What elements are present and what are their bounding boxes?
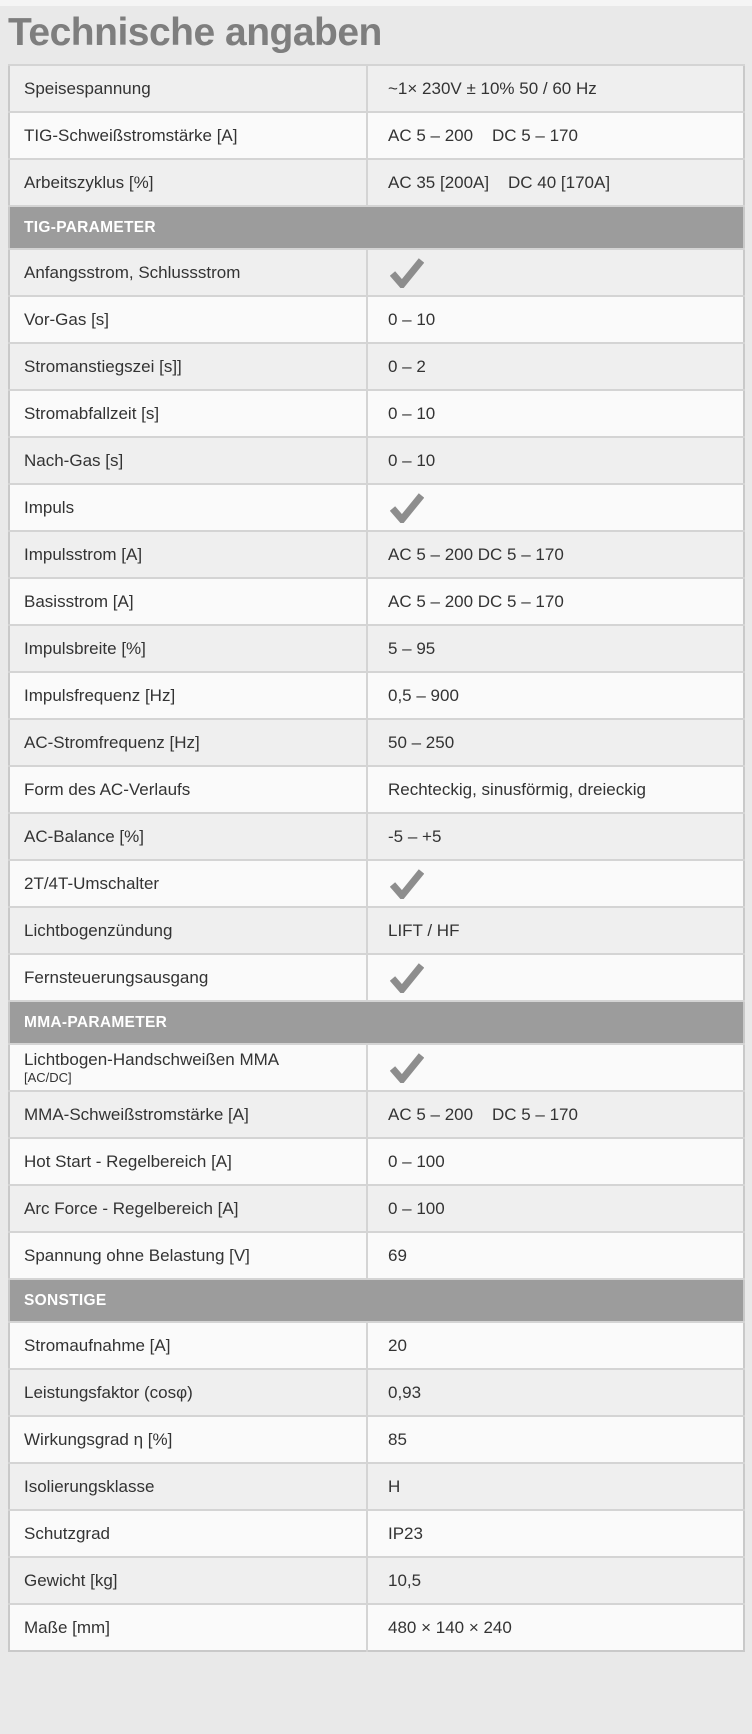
table-row [9,531,744,578]
spec-value-cell [367,954,744,1001]
spec-value-cell [367,1044,744,1091]
spec-label: Impulsfrequenz [Hz] [24,685,176,705]
spec-value-cell [367,1091,744,1138]
table-row [9,112,744,159]
table-row [9,1369,744,1416]
spec-label-cell [9,159,367,206]
spec-value: 20 [388,1335,407,1355]
table-row [9,1232,744,1279]
table-row [9,437,744,484]
spec-value: 5 – 95 [388,638,436,658]
table-row [9,672,744,719]
spec-value: 0,93 [388,1382,422,1402]
spec-value-cell [367,907,744,954]
section-header-row [9,1279,744,1322]
spec-value-cell [367,437,744,484]
spec-value: 10,5 [388,1570,422,1590]
check-icon [390,963,424,993]
specs-page [0,10,752,1662]
spec-value-cell [367,766,744,813]
spec-value-cell [367,112,744,159]
table-row [9,65,744,112]
table-row [9,1091,744,1138]
spec-value-cell [367,484,744,531]
spec-value: -5 – +5 [388,826,442,846]
spec-label: Isolierungsklasse [24,1476,155,1496]
spec-label: 2T/4T-Umschalter [24,873,160,893]
page-title: Technische angaben [8,11,382,54]
section-title: SONSTIGE [24,1291,107,1309]
spec-value: AC 35 [200A] DC 40 [170A] [388,172,611,192]
spec-value: LIFT / HF [388,920,460,940]
table-row [9,1185,744,1232]
spec-label-cell [9,343,367,390]
spec-value-cell [367,672,744,719]
spec-value-cell [367,65,744,112]
spec-value: 69 [388,1245,407,1265]
spec-label: Stromanstiegszei [s]] [24,356,182,376]
spec-value: 0 – 100 [388,1198,445,1218]
spec-label: Stromaufnahme [A] [24,1335,171,1355]
spec-label: Hot Start - Regelbereich [A] [24,1151,232,1171]
spec-label-cell [9,390,367,437]
spec-label-cell [9,249,367,296]
spec-label-cell [9,1138,367,1185]
spec-value-cell [367,159,744,206]
specs-table [8,64,745,1652]
spec-label: Leistungsfaktor (cosφ) [24,1382,193,1402]
spec-label-sub: [AC/DC] [24,1070,72,1085]
table-row [9,625,744,672]
table-row [9,296,744,343]
spec-label: AC-Balance [%] [24,826,144,846]
spec-value-cell [367,860,744,907]
spec-label: AC-Stromfrequenz [Hz] [24,732,200,752]
spec-value: 0 – 2 [388,356,426,376]
spec-value-cell [367,1322,744,1369]
table-row [9,860,744,907]
spec-value: H [388,1476,401,1496]
spec-label-cell [9,578,367,625]
spec-label: Stromabfallzeit [s] [24,403,160,423]
spec-label-cell [9,1185,367,1232]
spec-value: AC 5 – 200 DC 5 – 170 [388,591,564,611]
section-title: TIG-PARAMETER [24,218,156,236]
spec-value: 0 – 10 [388,309,436,329]
table-row [9,813,744,860]
table-row [9,1604,744,1651]
spec-value-cell [367,1604,744,1651]
spec-value: 85 [388,1429,407,1449]
spec-label: Impulsbreite [%] [24,638,146,658]
table-row [9,1557,744,1604]
page-top-strip [0,0,752,6]
spec-label-cell [9,1044,367,1091]
spec-value-cell [367,1185,744,1232]
table-row [9,578,744,625]
spec-label: Lichtbogenzündung [24,920,173,940]
spec-label-cell [9,65,367,112]
spec-label-cell [9,1604,367,1651]
spec-label: TIG-Schweißstromstärke [A] [24,125,238,145]
check-icon [390,493,424,523]
spec-label: MMA-Schweißstromstärke [A] [24,1104,249,1124]
table-row [9,343,744,390]
table-row [9,719,744,766]
table-row [9,390,744,437]
spec-value-cell [367,249,744,296]
spec-value-cell [367,1369,744,1416]
spec-label-cell [9,1232,367,1279]
spec-label-cell [9,1557,367,1604]
spec-label: Arc Force - Regelbereich [A] [24,1198,239,1218]
section-header-row [9,206,744,249]
spec-value-cell [367,390,744,437]
spec-label: Nach-Gas [s] [24,450,124,470]
spec-label: Form des AC-Verlaufs [24,779,191,799]
table-row [9,1416,744,1463]
section-header-row [9,1001,744,1044]
spec-value: 480 × 140 × 240 [388,1617,512,1637]
spec-label-cell [9,954,367,1001]
spec-label: Vor-Gas [s] [24,309,110,329]
spec-value-cell [367,813,744,860]
spec-label-cell [9,531,367,578]
spec-label: Lichtbogen-Handschweißen MMA [24,1050,280,1069]
spec-label-cell [9,719,367,766]
spec-value-cell [367,1557,744,1604]
spec-value-cell [367,578,744,625]
table-row [9,766,744,813]
spec-value-cell [367,1416,744,1463]
spec-label: Fernsteuerungsausgang [24,967,209,987]
spec-label-cell [9,1091,367,1138]
spec-label-cell [9,1322,367,1369]
spec-value-cell [367,1138,744,1185]
spec-table-body [9,65,744,1651]
spec-value-cell [367,531,744,578]
spec-value: 0 – 10 [388,450,436,470]
spec-value-cell [367,1232,744,1279]
spec-label: Wirkungsgrad η [%] [24,1429,173,1449]
spec-label: Spannung ohne Belastung [V] [24,1245,250,1265]
spec-label-cell [9,1369,367,1416]
spec-label-cell [9,813,367,860]
spec-value-cell [367,296,744,343]
spec-label-cell [9,625,367,672]
spec-label-cell [9,1463,367,1510]
spec-label-cell [9,296,367,343]
spec-label-cell [9,484,367,531]
table-row [9,954,744,1001]
table-row [9,1510,744,1557]
spec-label: Arbeitszyklus [%] [24,172,154,192]
spec-value-cell [367,343,744,390]
spec-label-cell [9,860,367,907]
table-row [9,249,744,296]
spec-label-cell [9,672,367,719]
spec-value-cell [367,1510,744,1557]
table-row [9,1463,744,1510]
check-icon [390,258,424,288]
spec-label: Speisespannung [24,78,151,98]
spec-label-cell [9,1416,367,1463]
spec-label: Impuls [24,497,75,517]
spec-value: Rechteckig, sinusförmig, dreieckig [388,779,646,799]
spec-label: Impulsstrom [A] [24,544,143,564]
spec-label-cell [9,437,367,484]
spec-value: ~1× 230V ± 10% 50 / 60 Hz [388,78,597,98]
table-row [9,1044,744,1091]
spec-label-cell [9,112,367,159]
table-row [9,159,744,206]
table-row [9,907,744,954]
spec-value-cell [367,625,744,672]
spec-label-cell [9,766,367,813]
spec-label: Maße [mm] [24,1617,110,1637]
spec-label: Gewicht [kg] [24,1570,118,1590]
spec-value: 50 – 250 [388,732,455,752]
table-row [9,1138,744,1185]
check-icon [390,1053,424,1083]
spec-value: IP23 [388,1523,423,1543]
spec-value: 0,5 – 900 [388,685,459,705]
spec-label-cell [9,1510,367,1557]
spec-value: AC 5 – 200 DC 5 – 170 [388,544,564,564]
spec-label: Basisstrom [A] [24,591,134,611]
spec-label: Anfangsstrom, Schlussstrom [24,262,241,282]
spec-value: 0 – 10 [388,403,436,423]
check-icon [390,869,424,899]
spec-value-cell [367,1463,744,1510]
spec-value: AC 5 – 200 DC 5 – 170 [388,125,578,145]
spec-label-cell [9,907,367,954]
spec-label: Schutzgrad [24,1523,110,1543]
spec-value: 0 – 100 [388,1151,445,1171]
table-row [9,484,744,531]
section-title: MMA-PARAMETER [24,1013,168,1031]
spec-value: AC 5 – 200 DC 5 – 170 [388,1104,578,1124]
spec-value-cell [367,719,744,766]
table-row [9,1322,744,1369]
